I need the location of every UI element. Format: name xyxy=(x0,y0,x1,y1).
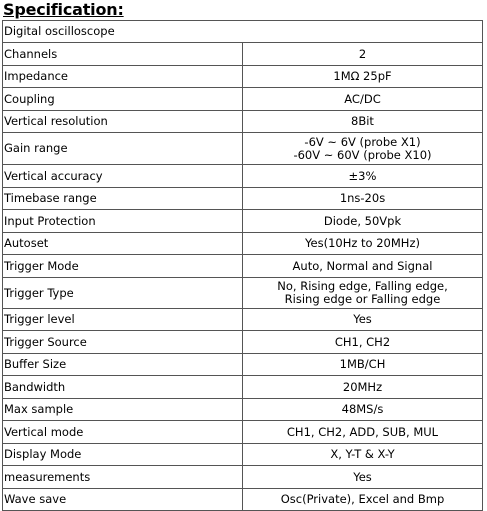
spec-value: CH1, CH2, ADD, SUB, MUL xyxy=(243,421,483,444)
spec-name: Vertical resolution xyxy=(3,111,243,133)
table-row xyxy=(3,88,483,111)
spec-value: CH1, CH2 xyxy=(243,331,483,354)
table-row xyxy=(3,421,483,444)
table-row xyxy=(3,165,483,188)
spec-name: Vertical accuracy xyxy=(3,165,243,188)
spec-name: Max sample xyxy=(3,399,243,421)
table-row xyxy=(3,331,483,354)
spec-name: Trigger Type xyxy=(3,278,243,309)
spec-name: Timebase range xyxy=(3,188,243,210)
spec-value: Yes xyxy=(243,309,483,331)
table-row xyxy=(3,376,483,399)
spec-value: 1ns-20s xyxy=(243,188,483,210)
table-row xyxy=(3,399,483,421)
spec-value: 1MΩ 25pF xyxy=(243,66,483,88)
spec-value: No, Rising edge, Falling edge, Rising edge or Falling edge xyxy=(243,278,483,309)
table-row xyxy=(3,66,483,88)
spec-name: Buffer Size xyxy=(3,354,243,376)
spec-value: Diode, 50Vpk xyxy=(243,210,483,233)
table-header-row xyxy=(3,21,483,43)
spec-name: Impedance xyxy=(3,66,243,88)
spec-value: 20MHz xyxy=(243,376,483,399)
spec-value: 2 xyxy=(243,43,483,66)
table-row xyxy=(3,255,483,278)
table-row xyxy=(3,133,483,165)
spec-value: -6V ~ 6V (probe X1) -60V ~ 60V (probe X10) xyxy=(243,133,483,165)
table-row xyxy=(3,489,483,511)
spec-value: Osc(Private), Excel and Bmp xyxy=(243,489,483,511)
spec-value: ±3% xyxy=(243,165,483,188)
spec-value: 8Bit xyxy=(243,111,483,133)
table-row xyxy=(3,466,483,489)
table-row xyxy=(3,188,483,210)
table-row xyxy=(3,233,483,255)
spec-value: AC/DC xyxy=(243,88,483,111)
specification-table xyxy=(2,20,483,511)
spec-value: Yes(10Hz to 20MHz) xyxy=(243,233,483,255)
spec-name: Vertical mode xyxy=(3,421,243,444)
page-title: Specification: xyxy=(3,0,124,19)
spec-name: Trigger Source xyxy=(3,331,243,354)
spec-value: Auto, Normal and Signal xyxy=(243,255,483,278)
table-row xyxy=(3,43,483,66)
table-row xyxy=(3,111,483,133)
spec-value: X, Y-T & X-Y xyxy=(243,444,483,466)
spec-name: Trigger level xyxy=(3,309,243,331)
spec-name: Coupling xyxy=(3,88,243,111)
table-row xyxy=(3,354,483,376)
spec-name: Input Protection xyxy=(3,210,243,233)
spec-name: Display Mode xyxy=(3,444,243,466)
table-row xyxy=(3,210,483,233)
spec-name: Wave save xyxy=(3,489,243,511)
spec-value: Yes xyxy=(243,466,483,489)
spec-name: Trigger Mode xyxy=(3,255,243,278)
spec-name: measurements xyxy=(3,466,243,489)
spec-name: Bandwidth xyxy=(3,376,243,399)
table-row xyxy=(3,278,483,309)
spec-value: 1MB/CH xyxy=(243,354,483,376)
spec-value: 48MS/s xyxy=(243,399,483,421)
table-row xyxy=(3,444,483,466)
spec-name: Autoset xyxy=(3,233,243,255)
table-row xyxy=(3,309,483,331)
product-type: Digital oscilloscope xyxy=(3,21,483,43)
spec-name: Gain range xyxy=(3,133,243,165)
spec-name: Channels xyxy=(3,43,243,66)
